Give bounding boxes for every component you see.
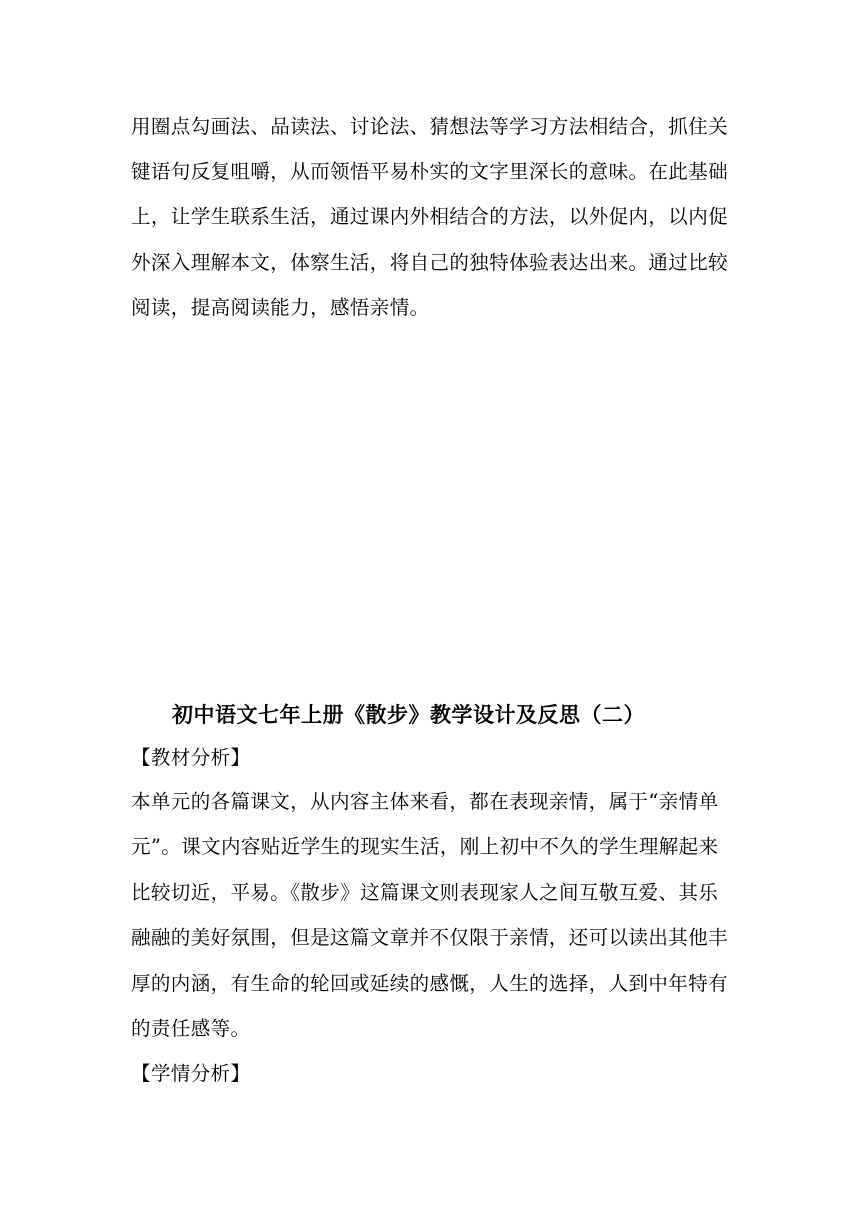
paragraph-line: 厚的内涵，有生命的轮回或延续的感慨，人生的选择，人到中年特有 xyxy=(131,972,729,995)
document-title: 初中语文七年上册《散步》教学设计及反思（二） xyxy=(172,702,645,727)
paragraph-line: 比较切近，平易。《散步》这篇课文则表现家人之间互敬互爱、其乐 xyxy=(131,881,719,904)
paragraph-line: 用圈点勾画法、品读法、讨论法、猜想法等学习方法相结合，抓住关 xyxy=(131,115,729,138)
paragraph-line: 元”。课文内容贴近学生的现实生活，刚上初中不久的学生理解起来 xyxy=(131,835,719,858)
paragraph-line: 本单元的各篇课文，从内容主体来看，都在表现亲情，属于“亲情单 xyxy=(131,790,719,813)
paragraph-line: 阅读，提高阅读能力，感悟亲情。 xyxy=(131,296,430,319)
paragraph-line: 键语句反复咀嚼，从而领悟平易朴实的文字里深长的意味。在此基础 xyxy=(131,160,729,183)
paragraph-line: 的责任感等。 xyxy=(131,1017,251,1040)
section-heading-learner-analysis: 【学情分析】 xyxy=(131,1062,251,1085)
paragraph-line: 外深入理解本文，体察生活，将自己的独特体验表达出来。通过比较 xyxy=(131,251,729,274)
paragraph-line: 上，让学生联系生活，通过课内外相结合的方法，以外促内，以内促 xyxy=(131,205,729,228)
paragraph-line: 融融的美好氛围，但是这篇文章并不仅限于亲情，还可以读出其他丰 xyxy=(131,926,729,949)
section-heading-textbook-analysis: 【教材分析】 xyxy=(131,746,251,769)
